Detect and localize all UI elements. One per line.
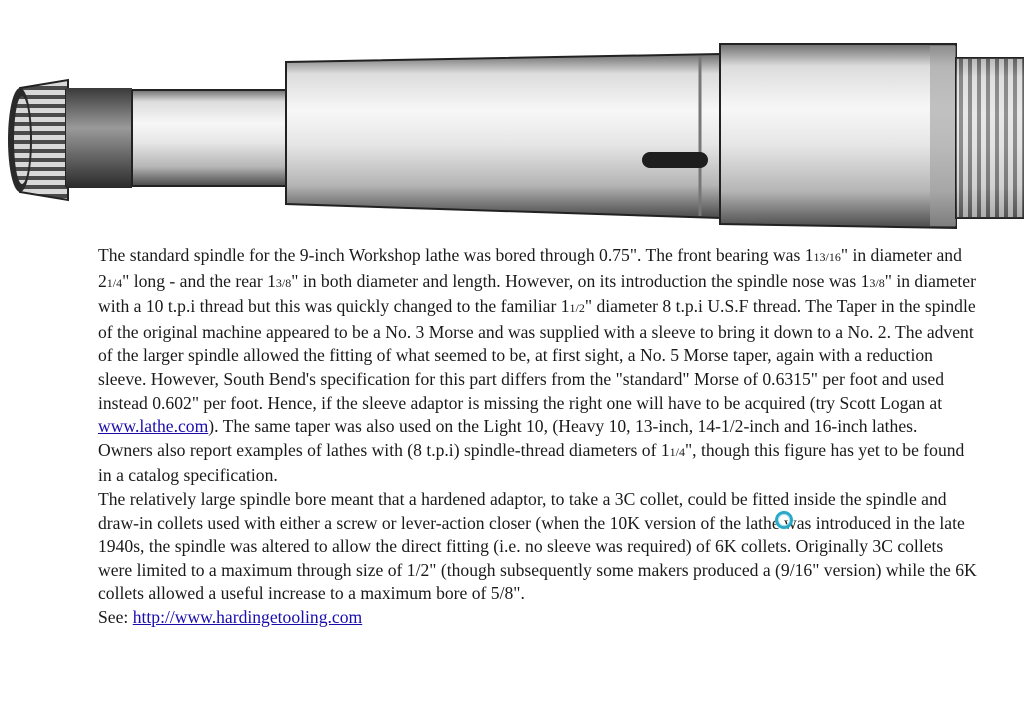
- hardinge-link[interactable]: http://www.hardingetooling.com: [132, 606, 363, 627]
- paragraph-spindle-spec: [98, 244, 978, 439]
- fraction: 1/4: [669, 444, 685, 459]
- text-run: ). The same taper was also used on the Light 10, (Heavy 10, 13-inch, 14-1/2-inch and 16-inch lathes.: [208, 416, 918, 437]
- paragraph-see-also: [98, 606, 978, 630]
- paragraph-collets: The relatively large spindle bore meant that a hardened adaptor, to take a 3C collet, could be fitted inside the spindle and draw-in collets used with either a screw or lever-action closer (when the 10K version of the lathe was introduced in the late 1940s, the spindle was altered to allow the direct fitting (i.e. no sleeve was required) of 6K collets. Originally 3C collets were limited to a maximum through size of 1/2" (though subsequently some makers produced a (9/16" version) while the 6K collets allowed a useful increase to a maximum bore of 5/8".: [98, 488, 977, 604]
- text-run: " in diameter and 2: [98, 245, 962, 291]
- busy-cursor-icon: [775, 511, 793, 529]
- text-run: ", though this figure has yet to be found in a catalog specification.: [98, 439, 965, 486]
- spindle-body: [286, 54, 720, 218]
- text-run: " in both diameter and length. However, on its introduction the spindle nose was 1: [291, 270, 870, 291]
- article-text: [98, 244, 978, 630]
- text-run: Owners also report examples of lathes with (8 t.p.i) spindle-thread diameters of 1: [98, 439, 670, 460]
- see-label: See:: [98, 606, 133, 627]
- shaft-neck: [66, 88, 286, 188]
- text-run: The standard spindle for the 9-inch Workshop lathe was bored through 0.75". The front bearing was 1: [98, 245, 814, 265]
- text-run: " long - and the rear 1: [122, 270, 276, 291]
- fraction: 13/16: [813, 250, 841, 264]
- threaded-nose: [956, 58, 1024, 218]
- spindle-illustration: [0, 0, 1024, 240]
- fraction: 3/8: [869, 275, 885, 290]
- fraction: 1/2: [569, 301, 585, 316]
- bearing-collar: [720, 44, 956, 228]
- keyway-slot: [642, 152, 708, 168]
- text-run: " diameter 8 t.p.i U.S.F thread. The Taper in the spindle of the original machine appeared to be a No. 3 Morse and was supplied with a sleeve to bring it down to a No. 2. The advent of the larger spindle allowed the fitting of what seemed to be, at first sight, a No. 5 Morse taper, again with a reduction sleeve. However, South Bend's specification for this part differs from the "standard" Morse of 0.6315" per foot and used instead 0.602" per foot. Hence, if the sleeve adaptor is missing the right one will have to be acquired (try Scott Logan at: [98, 296, 976, 413]
- text-run: " in diameter with a 10 t.p.i thread but this was quickly changed to the familiar 1: [98, 270, 976, 317]
- spline-gear: [8, 80, 68, 200]
- paragraph-thread-diameters: [98, 439, 978, 488]
- lathe-link[interactable]: www.lathe.com: [98, 416, 209, 437]
- fraction: 1/4: [106, 275, 123, 290]
- fraction: 3/8: [275, 275, 292, 290]
